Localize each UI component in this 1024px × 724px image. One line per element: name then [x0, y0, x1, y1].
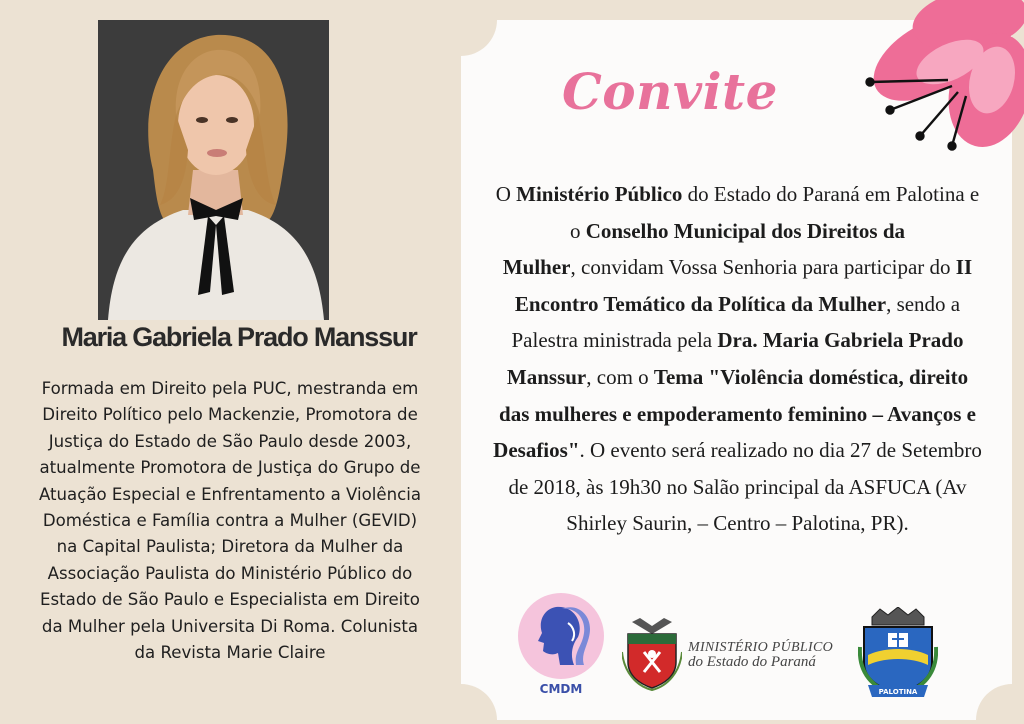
- mp-line-2: do Estado do Paraná: [688, 654, 816, 670]
- bio-line: Associação Paulista do Ministério Público do: [47, 563, 413, 583]
- bio-line: Formada em Direito pela PUC, mestranda em: [41, 379, 419, 398]
- invitation-bold-segment: Dra. Maria Gabriela Prado: [717, 328, 964, 353]
- invitation-bold-segment: Mulher: [502, 255, 571, 280]
- speaker-photo: [98, 20, 329, 320]
- bio-line: atualmente Promotora de Justiça do Grupo de: [39, 458, 421, 478]
- mp-line-1: MINISTÉRIO PÚBLICO: [688, 640, 833, 655]
- invitation-segment: Shirley Saurin, – Centro – Palotina, PR).: [566, 511, 909, 536]
- invitation-segment: Palestra ministrada pela: [511, 328, 718, 353]
- bio-line: da Revista Marie Claire: [134, 643, 326, 663]
- invitation-line: [462, 469, 1013, 506]
- cmdm-logo: [518, 593, 604, 679]
- cmdm-label: CMDM: [539, 682, 583, 696]
- bio-line: na Capital Paulista; Diretora da Mulher da: [56, 537, 404, 557]
- parana-coat-of-arms-icon: [622, 612, 682, 692]
- invitation-line: [462, 359, 1013, 396]
- bio-line: da Mulher pela Universita Di Roma. Colunista: [41, 616, 419, 636]
- invitation-bold-segment: das mulheres e empoderamento feminino – Avanços e: [499, 401, 976, 426]
- invitation-segment: , com o: [586, 364, 654, 389]
- speaker-bio: [18, 376, 442, 666]
- invitation-segment: o: [569, 218, 586, 243]
- invitation-line: [462, 432, 1013, 469]
- invitation-bold-segment: Manssur: [506, 364, 587, 389]
- invitation-segment: de 2018, às 19h30 no Salão principal da ASFUCA (Av: [508, 474, 967, 499]
- bio-line: Direito Político pelo Mackenzie, Promotora de: [42, 405, 418, 425]
- bio-line: Justiça do Estado de São Paulo desde 2003,: [48, 431, 412, 451]
- ministerio-publico-logo-text: [688, 640, 833, 670]
- invitation-segment: O: [495, 182, 517, 206]
- portrait-image: [98, 20, 329, 320]
- bio-line: Doméstica e Família contra a Mulher (GEVID): [42, 511, 418, 531]
- invitation-text: [462, 176, 1013, 542]
- invitation-segment: . O evento será realizado no dia 27 de Setembro: [579, 438, 982, 463]
- invitation-line: [462, 286, 1013, 323]
- invitation-line: [462, 176, 1013, 213]
- invitation-segment: , convidam Vossa Senhoria para participar do: [570, 255, 956, 280]
- bio-line: Atuação Especial e Enfrentamento a Violência: [38, 484, 422, 504]
- invitation-bold-segment: Conselho Municipal dos Direitos da: [585, 218, 906, 243]
- invitation-bold-segment: Ministério Público: [516, 182, 683, 206]
- invitation-bold-segment: Encontro Temático da Política da Mulher: [514, 291, 887, 316]
- invitation-line: [462, 505, 1013, 542]
- speaker-name: Maria Gabriela Prado Manssur: [61, 322, 417, 352]
- invitation-segment: do Estado do Paraná em Palotina e: [682, 182, 980, 206]
- woman-profile-icon: [518, 593, 604, 679]
- invitation-bold-segment: Desafios": [493, 438, 580, 463]
- invitation-line: [462, 322, 1013, 359]
- palotina-coat-of-arms-icon: [858, 607, 938, 699]
- flower-decoration-icon: [820, 0, 1024, 170]
- invitation-bold-segment: II: [955, 255, 973, 280]
- invitation-line: [462, 249, 1013, 286]
- invitation-title: Convite: [562, 62, 778, 121]
- invitation-line: [462, 213, 1013, 250]
- invitation-bold-segment: Tema "Violência doméstica, direito: [653, 364, 969, 389]
- invitation-segment: , sendo a: [886, 291, 961, 316]
- palotina-label: PALOTINA: [878, 688, 918, 696]
- invitation-line: [462, 396, 1013, 433]
- bio-line: Estado de São Paulo e Especialista em Direito: [40, 590, 420, 610]
